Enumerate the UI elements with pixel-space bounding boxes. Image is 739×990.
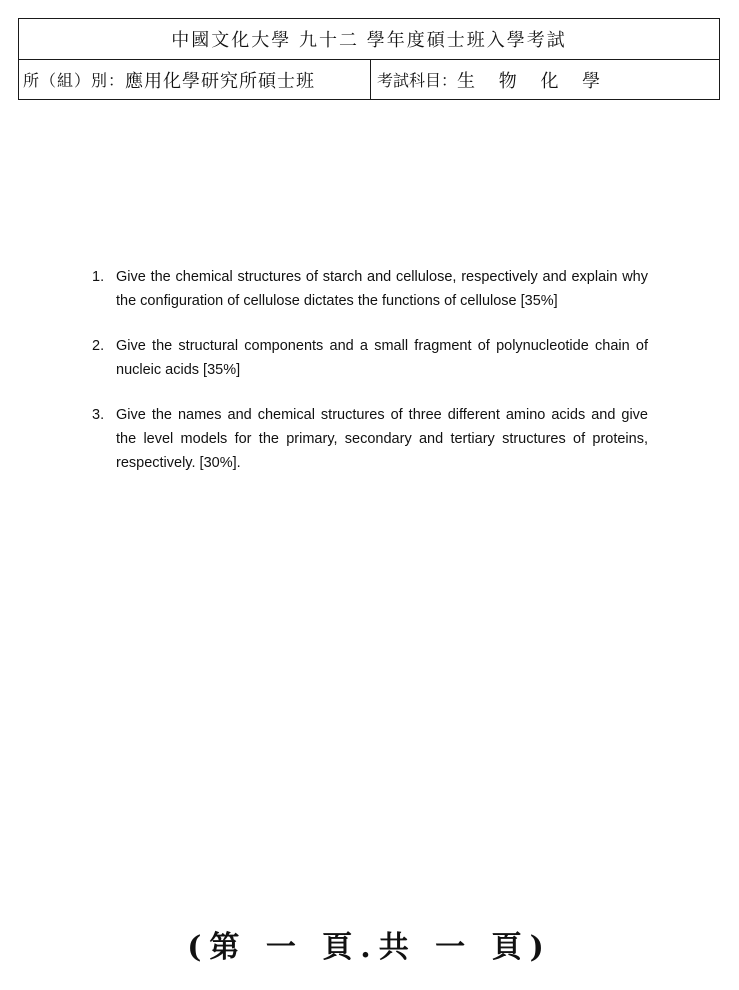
question-number: 3.	[92, 407, 105, 423]
question-item	[92, 265, 648, 313]
question-text: Give the names and chemical structures of three different amino acids and give the level models for the primary, secondary and tertiary structures of proteins, respectively. [30%].	[116, 407, 648, 471]
subject-value: 生 物 化 學	[457, 70, 610, 92]
exam-info-row	[19, 60, 719, 99]
question-item	[92, 403, 648, 475]
question-text: Give the structural components and a small fragment of polynucleotide chain of nucleic acids [35%]	[116, 338, 648, 378]
exam-title: 中國文化大學 九十二 學年度碩士班入學考試	[19, 19, 719, 60]
department-cell	[19, 60, 371, 99]
department-label: 所（組）別：	[23, 71, 126, 90]
exam-header-table	[18, 18, 720, 100]
question-item	[92, 334, 648, 382]
page-number-footer: (第 一 頁.共 一 頁)	[187, 930, 552, 965]
department-value: 應用化學研究所碩士班	[125, 70, 316, 92]
subject-label: 考試科目：	[377, 71, 458, 90]
question-text: Give the chemical structures of starch and cellulose, respectively and explain why the configuration of cellulose dictates the functions of cellulose [35%]	[116, 269, 648, 309]
question-list	[92, 265, 648, 496]
question-number: 1.	[92, 269, 105, 285]
question-number: 2.	[92, 338, 105, 354]
subject-cell	[371, 60, 719, 99]
